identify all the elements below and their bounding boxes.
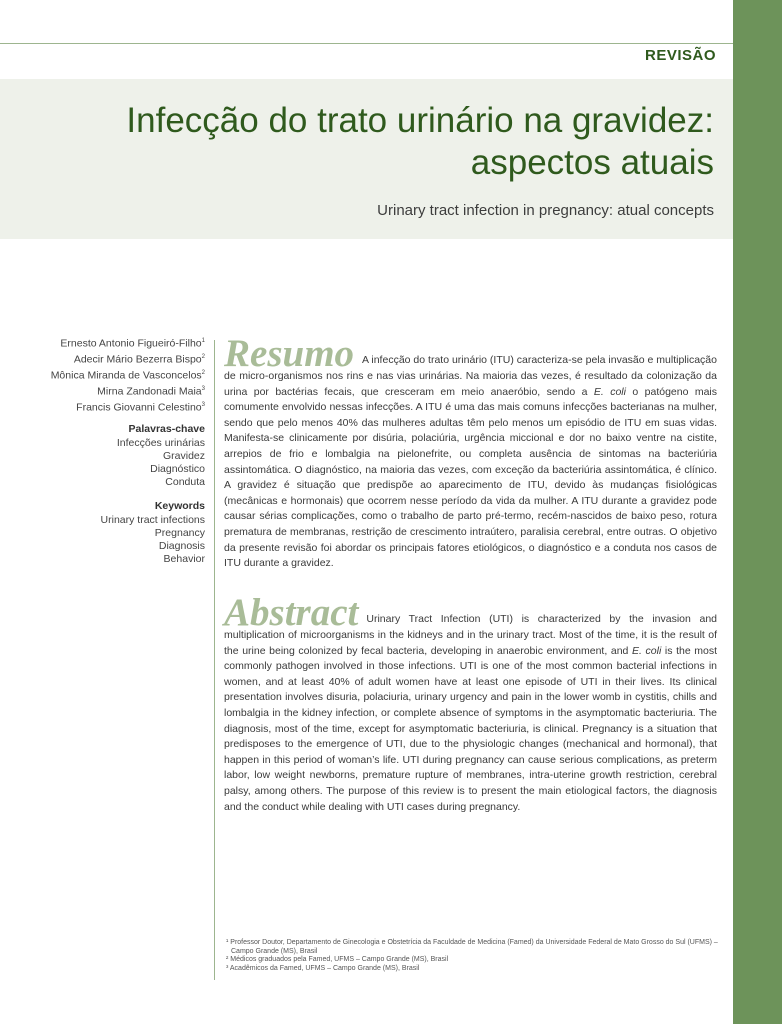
author: Mirna Zandonadi Maia$^3$ (97, 385, 205, 398)
keywords-block (101, 500, 205, 566)
top-divider (0, 43, 733, 44)
footnote: ¹ Professor Doutor, Departamento de Ginecologia e Obstetrícia da Faculdade de Medicina (Famed) da Universidade Federal de Mato Grosso do Sul (UFMS) – Campo Grande (MS), Brasil (226, 939, 718, 955)
title-line-2: aspectos atuais (470, 143, 714, 182)
keyword-item: Conduta (165, 476, 205, 488)
abstract-paragraph: Abstract Urinary Tract Infection (UTI) is characterized by the invasion and multiplication of microorganisms in the kidneys and in the urinary tract. Most of the time, it is the result of the urine being colonized by fecal bacteria, developing in anaerobic environment, and E. coli is the most commonly pathogen involved in those infections. UTI is one of the most common bacterial infections in women, and at least 40% of adult women have at least one episode of UTI in their lives. Its clinical presentation involves disuria, polaciuria, urinary urgency and pain in the lower womb in cystitis, chills and lombalgia in the kidney infection, or complete absence of symptoms in the asymptomatic bacteriuria. The diagnosis, most of the time, except for asymptomatic bacteriuria, is clinical. Pregnancy is a situation that predisposes to the emergence of UTI, due to the physiologic changes (mechanical and hormonal), that happen in this period of woman’s life. UTI during pregnancy can cause serious complications, as preterm labor, low weight newborns, premature rupture of membranes, intra-uterine growth restriction, cerebral palsy, among others. The purpose of this review is to present the main etiological factors, the diagnosis and the conduct while dealing with UTI cases during pregnancy. (224, 591, 718, 813)
footnote: ² Médicos graduados pela Famed, UFMS – Campo Grande (MS), Brasil (226, 956, 449, 964)
article-title (114, 100, 714, 184)
author-list (51, 335, 205, 415)
palavras-chave-heading: Palavras-chave (128, 423, 205, 435)
keyword-item: Behavior (163, 553, 205, 565)
keyword-item: Pregnancy (154, 527, 205, 539)
footnotes (226, 939, 726, 973)
title-line-1: Infecção do trato urinário na gravidez: (126, 101, 714, 140)
abstract-heading: Abstract (224, 591, 359, 634)
keyword-item: Gravidez (162, 450, 205, 462)
palavras-chave-block (117, 423, 205, 489)
resumo-heading: Resumo (224, 332, 355, 375)
keyword-item: Diagnóstico (150, 463, 205, 475)
article-subtitle: Urinary tract infection in pregnancy: atual concepts (377, 202, 714, 219)
author: Ernesto Antonio Figueiró-Filho$^1$ (60, 337, 205, 350)
author: Francis Giovanni Celestino$^3$ (76, 401, 205, 414)
keywords-heading: Keywords (154, 500, 205, 512)
author: Mônica Miranda de Vasconcelos$^2$ (50, 369, 205, 382)
column-divider (214, 340, 215, 980)
resumo-paragraph: Resumo A infecção do trato urinário (ITU) caracteriza-se pela invasão e multiplicação de micro-organismos nos rins e nas vias urinárias. Na maioria das vezes, é resultado da colonização da urina por bactérias fecais, que cresceram em meio anaeróbio, sendo a E. coli o patógeno mais comumente envolvido nessas infecções. A ITU é uma das mais comuns infecções bacterianas na mulher, sendo que pelo menos 40% das mulheres adultas têm pelo menos um episódio de ITU em suas vidas. Manifesta-se clinicamente por disúria, polaciúria, urgência miccional e dor no baixo ventre na cistite, arrepios de frio e lombalgia na pielonefrite, ou completa ausência de sintomas na bacteriúria assintomática. O diagnóstico, na maioria das vezes, com exceção da bacteriúria assintomática, é clínico. A gravidez é situação que predispõe ao aparecimento de ITU, devido às mudanças fisiológicas (mecânicas e hormonais) que ocorrem nesse período da vida da mulher. A ITU durante a gravidez pode causar sérias complicações, como o trabalho de parto pré-termo, recém-nascidos de baixo peso, rotura prematura de membranas, restrição de crescimento intraútero, paralisia cerebral, entre outras. O objetivo da presente revisão foi abordar os principais fatores etiológicos, o diagnóstico e a conduta nos casos de ITU durante a gravidez. (224, 332, 718, 570)
section-label: REVISÃO (644, 47, 716, 64)
keyword-item: Infecções urinárias (116, 437, 205, 449)
author: Adecir Mário Bezerra Bispo$^2$ (73, 353, 205, 366)
keyword-item: Diagnosis (158, 540, 205, 552)
footnote: ³ Acadêmicos da Famed, UFMS – Campo Grande (MS), Brasil (226, 964, 420, 972)
keyword-item: Urinary tract infections (100, 514, 205, 526)
right-color-bar (733, 0, 782, 1024)
